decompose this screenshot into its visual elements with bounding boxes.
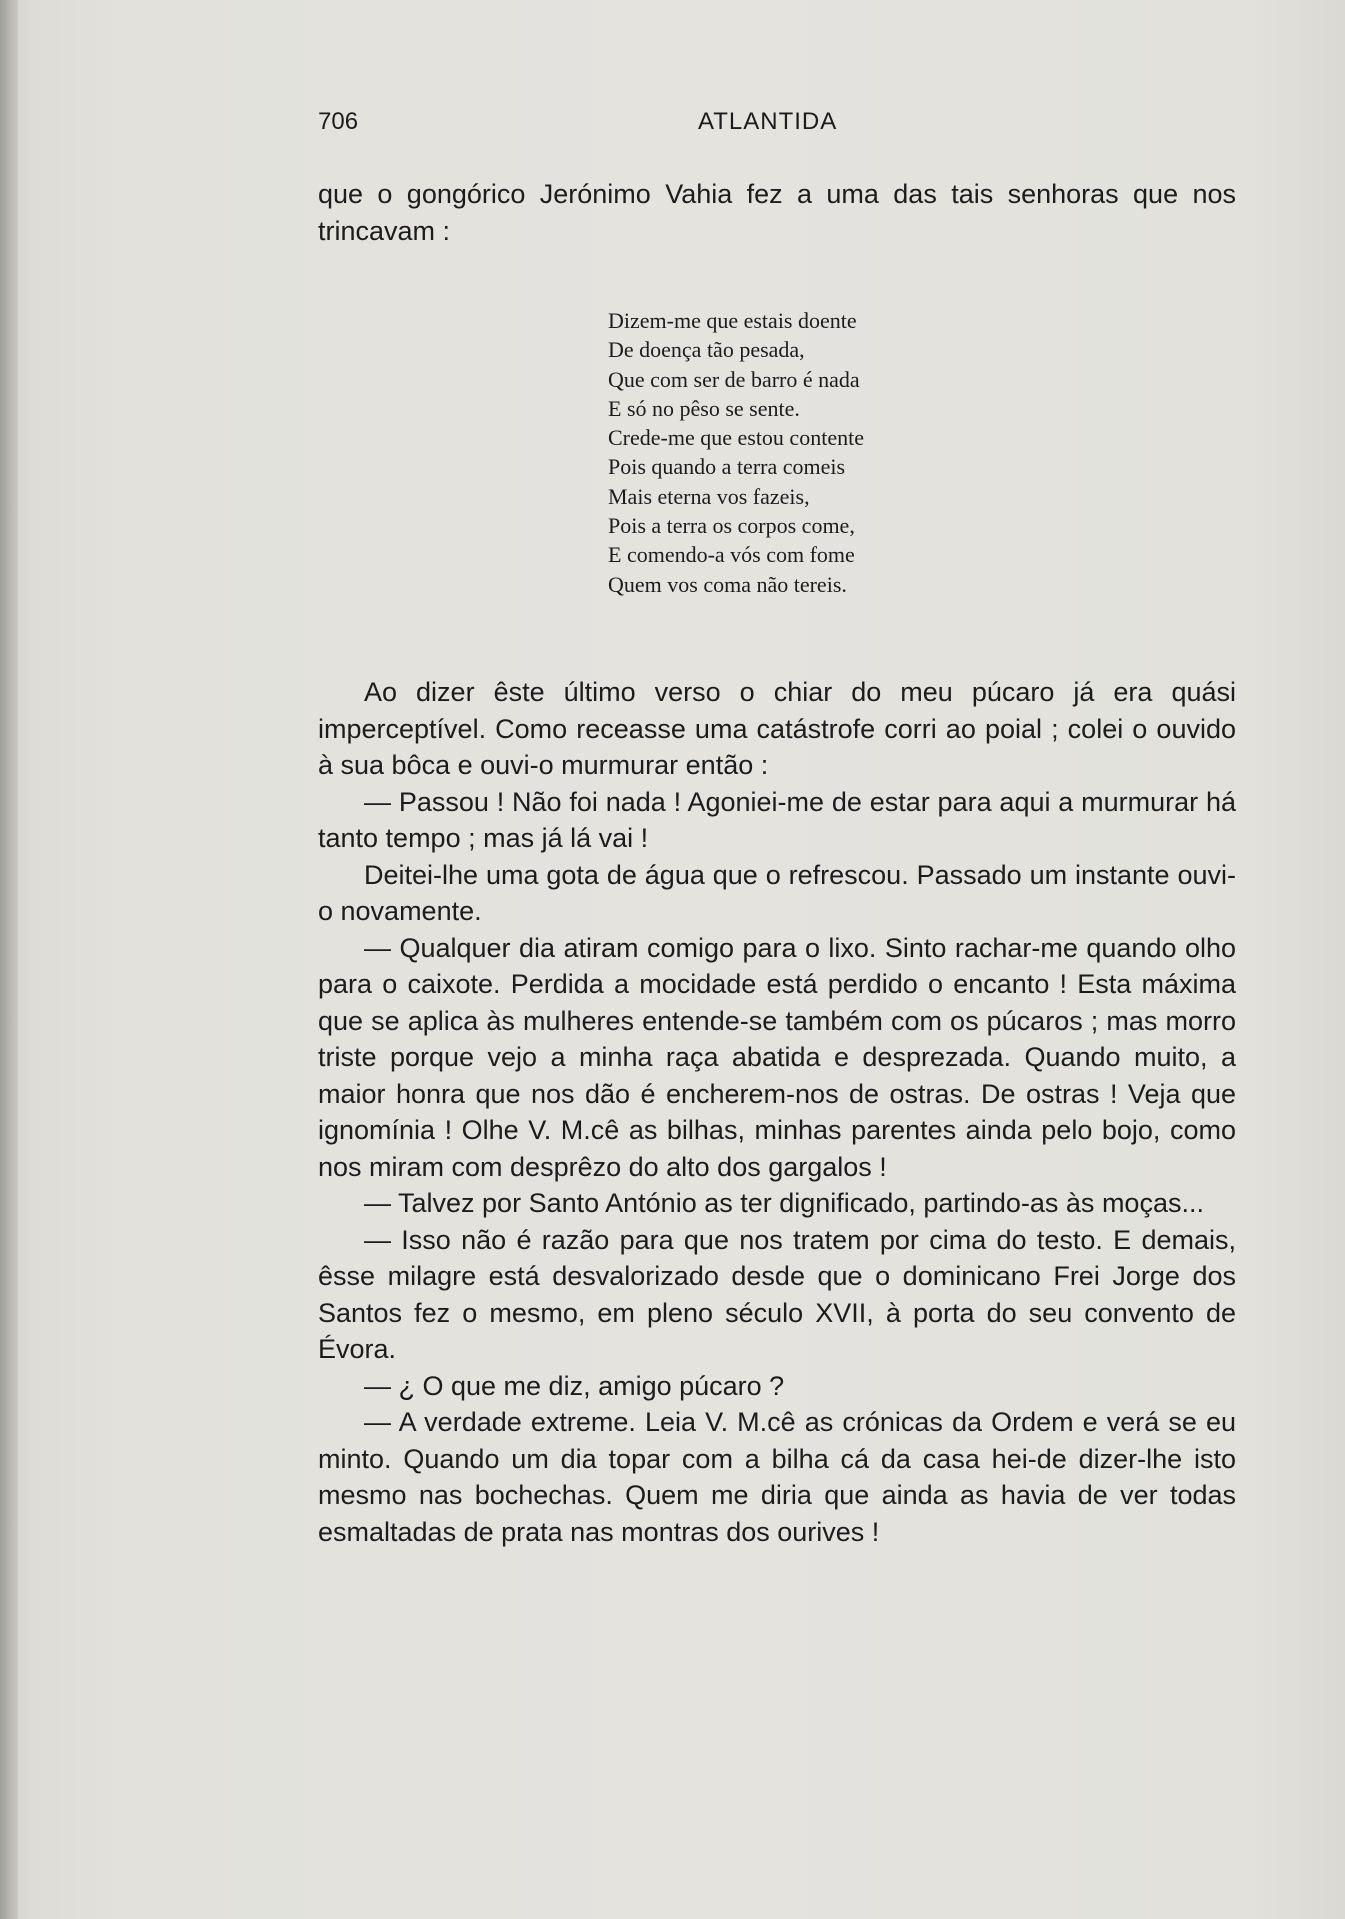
running-head: ATLANTIDA [698, 108, 838, 135]
paragraph: Ao dizer êste último verso o chiar do meu púcaro já era quási imperceptível. Como receasse uma catástrofe corri ao poial ; colei o ouvido à sua bôca e ouvi-o murmurar então : [318, 677, 1236, 780]
dialogue-paragraph: — ¿ O que me diz, amigo púcaro ? [364, 1370, 785, 1401]
poem-line: Pois quando a terra comeis [608, 454, 846, 480]
poem-line: Crede-me que estou contente [608, 425, 864, 451]
dialogue-paragraph: — Isso não é razão para que nos tratem por cima do testo. E demais, êsse milagre está desvalorizado desde que o dominicano Frei Jorge dos Santos fez o mesmo, em pleno século XVII, à porta do seu convento de Évora. [318, 1224, 1236, 1364]
poem-line: E só no pêso se sente. [608, 395, 800, 421]
page-binding-edge [0, 0, 18, 1919]
poem-line: Pois a terra os corpos come, [608, 513, 855, 539]
poem-stanza [608, 306, 864, 599]
dialogue-paragraph: — Qualquer dia atiram comigo para o lixo. Sinto rachar-me quando olho para o caixote. Perdida a mocidade está perdido o encanto ! Esta máxima que se aplica às mulheres entende-se também com os púcaros ; mas morro triste porque vejo a minha raça abatida e desprezada. Quando muito, a maior honra que nos dão é encherem-nos de ostras. De ostras ! Veja que ignomínia ! Olhe V. M.cê as bilhas, minhas parentes ainda pelo bojo, como nos miram com desprêzo do alto dos gargalos ! [318, 932, 1236, 1182]
intro-paragraph: que o gongórico Jerónimo Vahia fez a uma das tais senhoras que nos trincavam : [318, 179, 1236, 246]
poem-line: Mais eterna vos fazeis, [608, 483, 810, 509]
poem-line: De doença tão pesada, [608, 337, 805, 363]
dialogue-paragraph: — Talvez por Santo António as ter dignificado, partindo-as às moças... [364, 1188, 1204, 1218]
poem-line: Dizem-me que estais doente [608, 308, 857, 333]
dialogue-paragraph: — Passou ! Não foi nada ! Agoniei-me de estar para aqui a murmurar há tanto tempo ; mas já lá vai ! [318, 786, 1236, 853]
body-text [318, 674, 1236, 1550]
paragraph: Deitei-lhe uma gota de água que o refrescou. Passado um instante ouvi-o novamente. [318, 859, 1236, 926]
page-number: 706 [318, 108, 359, 135]
poem-line: Que com ser de barro é nada [608, 366, 860, 392]
poem-line: E comendo-a vós com fome [608, 542, 855, 568]
dialogue-paragraph: — A verdade extreme. Leia V. M.cê as crónicas da Ordem e verá se eu minto. Quando um dia topar com a bilha cá da casa hei-de dizer-lhe isto mesmo nas bochechas. Quem me diria que ainda as havia de ver todas esmaltadas de prata nas montras dos ourives ! [318, 1407, 1236, 1547]
page-header [318, 108, 1218, 148]
intro-text [318, 176, 1236, 249]
poem-line: Quem vos coma não tereis. [608, 571, 847, 597]
